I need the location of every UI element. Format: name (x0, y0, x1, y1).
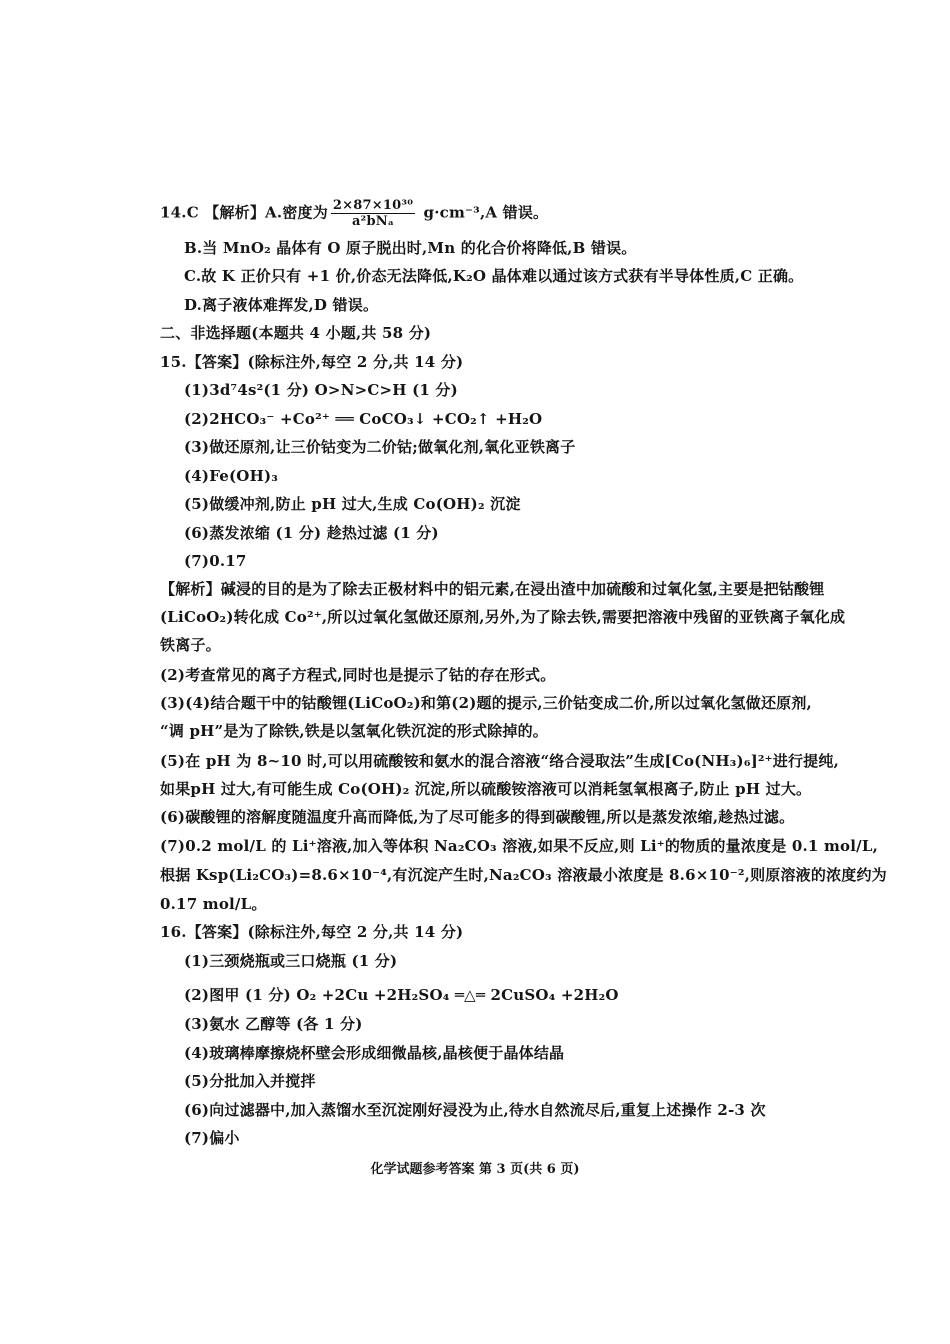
q15-analysis-line: 铁离子。 (160, 636, 221, 654)
q14-line-a (160, 198, 548, 229)
q15-answer: (4)Fe(OH)₃ (184, 467, 279, 485)
q14-option-d: D.离子液体难挥发,D 错误。 (184, 296, 379, 314)
page-footer: 化学试题参考答案 第 3 页(共 6 页) (370, 1162, 580, 1177)
fraction-numerator: 2×87×10³⁰ (332, 198, 414, 213)
q16-answer: (7)偏小 (184, 1129, 240, 1147)
q16-answer: (4)玻璃棒摩擦烧杯壁会形成细微晶核,晶核便于晶体结晶 (184, 1044, 565, 1062)
fraction-denominator: a²bNₐ (351, 214, 395, 229)
q14-option-c: C.故 K 正价只有 +1 价,价态无法降低,K₂O 晶体难以通过该方式获有半导体性质,C 正确。 (184, 267, 804, 285)
q15-analysis-line: 根据 Ksp(Li₂CO₃)=8.6×10⁻⁴,有沉淀产生时,Na₂CO₃ 溶液最小浓度是 8.6×10⁻²,则原溶液的浓度约为 (160, 866, 887, 884)
q15-answer: (1)3d⁷4s²(1 分) O>N>C>H (1 分) (184, 381, 458, 399)
q15-answer: (7)0.17 (184, 552, 247, 570)
q14-head: 14.C 【解析】A.密度为 (160, 203, 328, 222)
q15-analysis-line: (5)在 pH 为 8~10 时,可以用硫酸铵和氨水的混合溶液“络合浸取法”生成[Co(NH₃)₆]²⁺进行提纯, (160, 752, 840, 770)
q16-head: 16.【答案】(除标注外,每空 2 分,共 14 分) (160, 923, 464, 941)
q15-answer: (3)做还原剂,让三价钴变为二价钴;做氧化剂,氧化亚铁离子 (184, 438, 576, 456)
q16-answer: (5)分批加入并搅拌 (184, 1072, 316, 1090)
q16-answer: (1)三颈烧瓶或三口烧瓶 (1 分) (184, 952, 398, 970)
q15-analysis-line: (7)0.2 mol/L 的 Li⁺溶液,加入等体积 Na₂CO₃ 溶液,如果不反应,则 Li⁺的物质的量浓度是 0.1 mol/L, (160, 837, 878, 855)
q15-analysis-line: (3)(4)结合题干中的钴酸锂(LiCoO₂)和第(2)题的提示,三价钴变成二价,所以过氧化氢做还原剂, (160, 694, 812, 712)
q15-answer: (5)做缓冲剂,防止 pH 过大,生成 Co(OH)₂ 沉淀 (184, 495, 521, 513)
q14-option-b: B.当 MnO₂ 晶体有 O 原子脱出时,Mn 的化合价将降低,B 错误。 (184, 239, 637, 257)
q14-tail: g·cm⁻³,A 错误。 (418, 203, 549, 222)
q16-answer: (3)氨水 乙醇等 (各 1 分) (184, 1015, 363, 1033)
density-fraction (331, 198, 415, 229)
q15-analysis-line: (LiCoO₂)转化成 Co²⁺,所以过氧化氢做还原剂,另外,为了除去铁,需要把溶液中残留的亚铁离子氧化成 (160, 608, 846, 626)
q15-analysis-line: (6)碳酸锂的溶解度随温度升高而降低,为了尽可能多的得到碳酸锂,所以是蒸发浓缩,趁热过滤。 (160, 808, 795, 826)
q16-answer: (6)向过滤器中,加入蒸馏水至沉淀刚好浸没为止,待水自然流尽后,重复上述操作 2-3 次 (184, 1101, 766, 1119)
q15-analysis-line: 如果pH 过大,有可能生成 Co(OH)₂ 沉淀,所以硫酸铵溶液可以消耗氢氧根离子,防止 pH 过大。 (160, 780, 812, 798)
section-heading: 二、非选择题(本题共 4 小题,共 58 分) (160, 324, 432, 342)
q15-answer: (2)2HCO₃⁻ +Co²⁺ ══ CoCO₃↓ +CO₂↑ +H₂O (184, 410, 543, 428)
q15-analysis-line: “调 pH”是为了除铁,铁是以氢氧化铁沉淀的形式除掉的。 (160, 722, 548, 740)
q15-analysis-line: 【解析】碱浸的目的是为了除去正极材料中的铝元素,在浸出渣中加硫酸和过氧化氢,主要是把钴酸锂 (160, 580, 825, 598)
q16-answer: (2)图甲 (1 分) O₂ +2Cu +2H₂SO₄ ═△═ 2CuSO₄ +2H₂O (184, 986, 619, 1004)
q15-head: 15.【答案】(除标注外,每空 2 分,共 14 分) (160, 353, 464, 371)
q15-analysis-line: (2)考查常见的离子方程式,同时也是提示了钴的存在形式。 (160, 666, 556, 684)
q15-answer: (6)蒸发浓缩 (1 分) 趁热过滤 (1 分) (184, 524, 439, 542)
q15-analysis-line: 0.17 mol/L。 (160, 895, 267, 913)
